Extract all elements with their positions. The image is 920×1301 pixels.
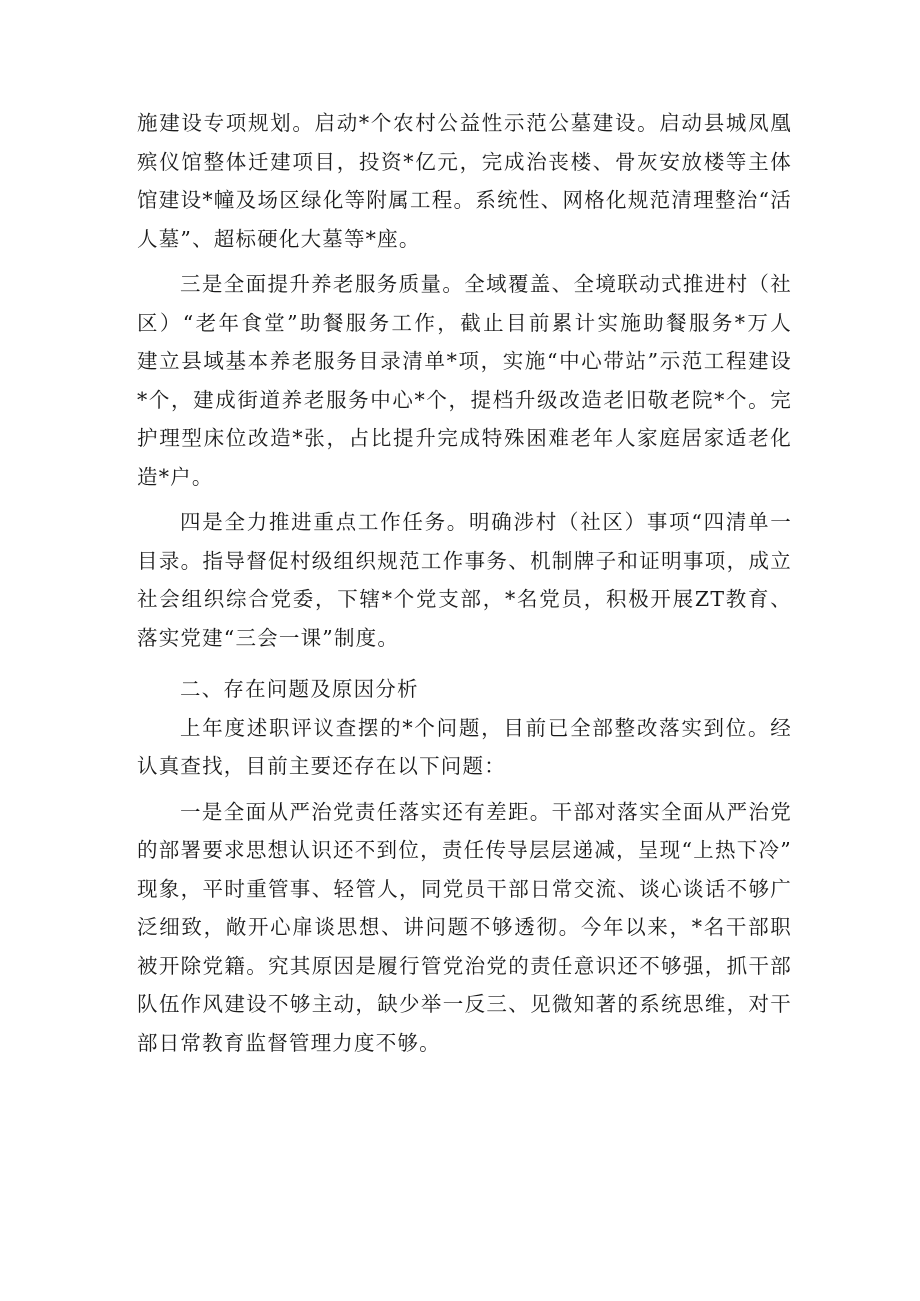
section-heading (137, 670, 792, 709)
text-line: 的部署要求思想认识还不到位，责任传导层层递减，呈现“上热下冷” (137, 838, 792, 862)
text-line: 一是全面从严治党责任落实还有差距。干部对落实全面从严治党 (180, 799, 792, 824)
text-line: 认真查找，目前主要还存在以下问题： (137, 754, 506, 778)
text-line: 造*户。 (137, 464, 214, 489)
text-line: 落实党建“三会一课”制度。 (137, 625, 400, 650)
text-line: 泛细致，敞开心扉谈思想、讲问题不够透彻。今年以来，*名干部职 (137, 915, 792, 939)
text-line: 部日常教育监督管理力度不够。 (137, 1030, 441, 1055)
heading-text: 二、存在问题及原因分析 (180, 677, 419, 701)
text-line: 被开除党籍。究其原因是履行管党治党的责任意识还不够强，抓干部 (137, 953, 792, 978)
text-line: 上年度述职评议查摆的*个问题，目前已全部整改落实到位。经 (180, 715, 792, 740)
text-line: 目录。指导督促村级组织规范工作事务、机制牌子和证明事项，成立 (137, 548, 792, 573)
text-line: *个，建成街道养老服务中心*个，提档升级改造老旧敬老院*个。完 (137, 387, 792, 412)
text-line: 现象，平时重管事、轻管人，同党员干部日常交流、谈心谈话不够广 (137, 876, 792, 901)
text-line: 社会组织综合党委，下辖*个党支部，*名党员，积极开展ZT教育、 (137, 587, 792, 611)
paragraph (137, 503, 792, 657)
paragraph (137, 265, 792, 496)
text-line: 区）“老年食堂”助餐服务工作，截止目前累计实施助餐服务*万人 (137, 310, 792, 335)
text-line: 三是全面提升养老服务质量。全域覆盖、全境联动式推进村（社 (180, 272, 792, 296)
paragraph (137, 793, 792, 1063)
text-line: 人墓”、超标硬化大墓等*座。 (137, 226, 421, 251)
document-body (137, 104, 792, 1062)
paragraph-continued (137, 104, 792, 258)
text-line: 馆建设*幢及场区绿化等附属工程。系统性、网格化规范清理整治“活 (137, 188, 792, 212)
text-line: 施建设专项规划。启动*个农村公益性示范公墓建设。启动县城凤凰 (137, 111, 792, 135)
text-line: 四是全力推进重点工作任务。明确涉村（社区）事项“四清单一 (180, 510, 792, 534)
text-line: 殡仪馆整体迁建项目，投资*亿元，完成治丧楼、骨灰安放楼等主体 (137, 149, 792, 174)
paragraph (137, 709, 792, 786)
text-line: 建立县域基本养老服务目录清单*项，实施“中心带站”示范工程建设 (137, 349, 792, 373)
text-line: 护理型床位改造*张，占比提升完成特殊困难老年人家庭居家适老化 (137, 426, 792, 450)
text-line: 队伍作风建设不够主动，缺少举一反三、见微知著的系统思维，对干 (137, 992, 792, 1016)
